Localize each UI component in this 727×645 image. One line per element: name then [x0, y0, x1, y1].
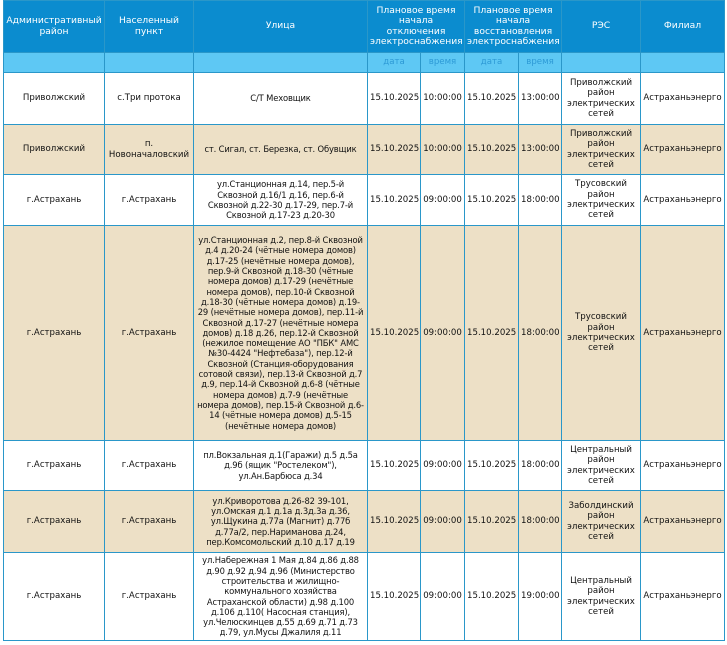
cell-district: г.Астрахань — [4, 441, 105, 491]
subheader-row — [4, 53, 725, 73]
cell-district: г.Астрахань — [4, 491, 105, 553]
cell-on-time: 13:00:00 — [519, 125, 562, 175]
cell-on-time: 13:00:00 — [519, 73, 562, 125]
cell-res: Центральный район электрических сетей — [562, 553, 641, 641]
header-row — [4, 1, 725, 53]
cell-branch: Астраханьэнерго — [641, 553, 725, 641]
cell-settlement: п. Новоначаловский — [105, 125, 194, 175]
cell-street: ст. Сигал, ст. Березка, ст. Обувщик — [194, 125, 368, 175]
cell-res: Трусовский район электрических сетей — [562, 226, 641, 441]
cell-settlement: г.Астрахань — [105, 441, 194, 491]
subheader-date-on: дата — [465, 53, 519, 73]
cell-off-time: 10:00:00 — [421, 125, 465, 175]
cell-on-date: 15.10.2025 — [465, 175, 519, 226]
subheader-empty — [562, 53, 641, 73]
cell-on-date: 15.10.2025 — [465, 491, 519, 553]
header-outage-start: Плановое время начала отключения электроснабжения — [368, 1, 465, 53]
cell-street: пл.Вокзальная д.1(Гаражи) д.5 д.5а д.9б (ящик "Ростелеком"), ул.Ан.Барбюса д.34 — [194, 441, 368, 491]
cell-district: Приволжский — [4, 73, 105, 125]
cell-settlement: г.Астрахань — [105, 226, 194, 441]
cell-settlement: г.Астрахань — [105, 175, 194, 226]
cell-off-time: 09:00:00 — [421, 553, 465, 641]
subheader-empty — [641, 53, 725, 73]
subheader-empty — [105, 53, 194, 73]
cell-on-time: 19:00:00 — [519, 553, 562, 641]
cell-off-date: 15.10.2025 — [368, 491, 421, 553]
header-restore-start: Плановое время начала восстановления электроснабжения — [465, 1, 562, 53]
cell-street: ул.Набережная 1 Мая д.84 д.86 д.88 д.90 д.92 д.94 д.96 (Министерство строительства и жилищно-коммунального хозяйства Астраханской области) д.98 д.100 д.106 д.110( Насосная станция), ул.Челюскинцев д.55 д.69 д.71 д.73 д.79, ул.Мусы Джалиля д.11 — [194, 553, 368, 641]
cell-on-date: 15.10.2025 — [465, 73, 519, 125]
cell-district: Приволжский — [4, 125, 105, 175]
cell-settlement: с.Три протока — [105, 73, 194, 125]
cell-on-time: 18:00:00 — [519, 441, 562, 491]
cell-street: ул.Станционная д.2, пер.8-й Сквозной д.4 д.20-24 (чётные номера домов) д.17-25 (нечётные номера домов), пер.9-й Сквозной д.18-30 (чётные номера домов) д.17-29 (нечётные номера домов), пер.10-й Сквозной д.18-30 (чётные номера домов) д.19-29 (нечётные номера домов), пер.11-й Сквозной д.17-27 (нечётные номера домов) д.18 д.26, пер.12-й Сквозной (нежилое помещение АО "ПБК" АМС №30-4424 "Нефтебаза"), пер.12-й Сквозной (Станция-оборудования сотовой связи), пер.13-й Сквозной д.7 д.9, пер.14-й Сквозной д.6-8 (чётные номера домов) д.7-9 (нечётные номера домов), пер.15-й Сквозной д.6-14 (чётные номера домов) д.5-15 (нечётные номера домов) — [194, 226, 368, 441]
table-row — [4, 226, 725, 441]
cell-branch: Астраханьэнерго — [641, 491, 725, 553]
outage-table — [3, 0, 725, 641]
cell-street: ул.Криворотова д.26-82 39-101, ул.Омская д.1 д.1а д.3д.3а д.36, ул.Щукина д.77а (Магнит) д.77б д.77а/2, пер.Нариманова д.24, пер.Комсомольский д.10 д.17 д.19 — [194, 491, 368, 553]
cell-off-date: 15.10.2025 — [368, 441, 421, 491]
cell-off-date: 15.10.2025 — [368, 73, 421, 125]
table-row — [4, 553, 725, 641]
cell-off-date: 15.10.2025 — [368, 553, 421, 641]
cell-res: Заболдинский район электрических сетей — [562, 491, 641, 553]
cell-on-time: 18:00:00 — [519, 226, 562, 441]
subheader-time-on: время — [519, 53, 562, 73]
cell-off-time: 09:00:00 — [421, 175, 465, 226]
cell-branch: Астраханьэнерго — [641, 125, 725, 175]
cell-settlement: г.Астрахань — [105, 553, 194, 641]
subheader-date-off: дата — [368, 53, 421, 73]
subheader-empty — [4, 53, 105, 73]
cell-off-date: 15.10.2025 — [368, 226, 421, 441]
cell-off-time: 10:00:00 — [421, 73, 465, 125]
cell-off-time: 09:00:00 — [421, 491, 465, 553]
cell-res: Приволжский район электрических сетей — [562, 125, 641, 175]
cell-res: Приволжский район электрических сетей — [562, 73, 641, 125]
cell-branch: Астраханьэнерго — [641, 73, 725, 125]
cell-off-date: 15.10.2025 — [368, 125, 421, 175]
cell-branch: Астраханьэнерго — [641, 175, 725, 226]
cell-district: г.Астрахань — [4, 226, 105, 441]
cell-on-date: 15.10.2025 — [465, 441, 519, 491]
table-row — [4, 125, 725, 175]
cell-off-date: 15.10.2025 — [368, 175, 421, 226]
subheader-empty — [194, 53, 368, 73]
cell-on-date: 15.10.2025 — [465, 226, 519, 441]
cell-settlement: г.Астрахань — [105, 491, 194, 553]
cell-off-time: 09:00:00 — [421, 441, 465, 491]
header-settlement: Населенный пункт — [105, 1, 194, 53]
cell-branch: Астраханьэнерго — [641, 226, 725, 441]
cell-on-date: 15.10.2025 — [465, 553, 519, 641]
table-row — [4, 441, 725, 491]
cell-on-date: 15.10.2025 — [465, 125, 519, 175]
cell-off-time: 09:00:00 — [421, 226, 465, 441]
subheader-time-off: время — [421, 53, 465, 73]
cell-street: С/Т Меховщик — [194, 73, 368, 125]
header-branch: Филиал — [641, 1, 725, 53]
table-row — [4, 73, 725, 125]
cell-street: ул.Станционная д.14, пер.5-й Сквозной д.16/1 д.16, пер.6-й Сквозной д.22-30 д.17-29, пер.7-й Сквозной д.17-23 д.20-30 — [194, 175, 368, 226]
cell-district: г.Астрахань — [4, 553, 105, 641]
cell-on-time: 18:00:00 — [519, 491, 562, 553]
cell-on-time: 18:00:00 — [519, 175, 562, 226]
table-row — [4, 175, 725, 226]
cell-res: Центральный район электрических сетей — [562, 441, 641, 491]
cell-branch: Астраханьэнерго — [641, 441, 725, 491]
cell-district: г.Астрахань — [4, 175, 105, 226]
cell-res: Трусовский район электрических сетей — [562, 175, 641, 226]
table-row — [4, 491, 725, 553]
header-res: РЭС — [562, 1, 641, 53]
header-street: Улица — [194, 1, 368, 53]
header-district: Административный район — [4, 1, 105, 53]
